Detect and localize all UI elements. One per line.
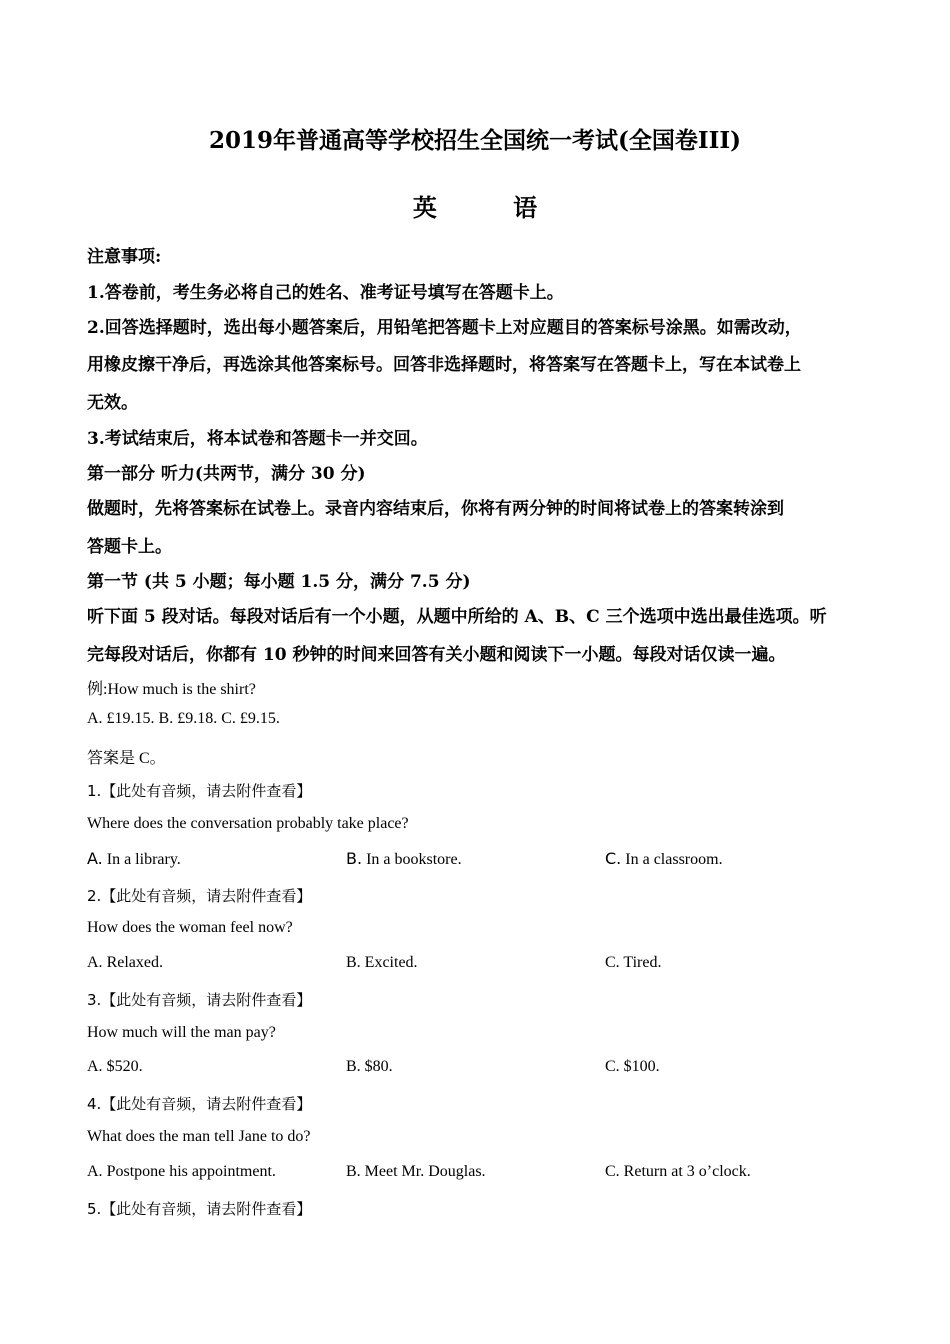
part1-heading: 第一部分 听力(共两节，满分 30 分) — [87, 464, 366, 484]
question-1-option-b — [346, 849, 462, 869]
option-letter: C. — [605, 1058, 620, 1075]
notes-item-2-line-3: 无效。 — [87, 393, 138, 413]
question-4-option-a — [87, 1163, 276, 1181]
option-text: Postpone his appointment. — [102, 1163, 276, 1180]
option-letter: B. — [346, 954, 361, 971]
option-letter: B. — [346, 1163, 361, 1180]
notes-heading: 注意事项: — [87, 247, 162, 267]
question-4-option-c — [605, 1163, 751, 1181]
option-letter: A. — [87, 1058, 103, 1075]
subject-title: 英 语 — [412, 193, 572, 222]
example-answer: 答案是 C。 — [87, 750, 166, 767]
question-4-text: What does the man tell Jane to do? — [87, 1128, 311, 1145]
option-text: Relaxed. — [102, 954, 163, 971]
question-2-option-b — [346, 954, 418, 972]
option-text: Tired. — [619, 954, 662, 971]
notes-item-2-line-1: 2.回答选择题时，选出每小题答案后，用铅笔把答题卡上对应题目的答案标号涂黑。如需改动， — [87, 318, 802, 338]
part1-instruction-line-2: 答题卡上。 — [87, 537, 172, 557]
notes-item-1: 1.答卷前，考生务必将自己的姓名、准考证号填写在答题卡上。 — [87, 283, 564, 303]
option-text: $80. — [360, 1058, 393, 1075]
option-letter: A. — [87, 849, 103, 868]
question-4-label: 4.【此处有音频，请去附件查看】 — [87, 1095, 312, 1113]
question-3-option-a — [87, 1058, 143, 1076]
question-2-label: 2.【此处有音频，请去附件查看】 — [87, 887, 312, 905]
option-letter: A. — [87, 1163, 103, 1180]
option-letter: C. — [605, 849, 622, 868]
option-text: In a classroom. — [621, 851, 723, 868]
option-letter: B. — [346, 1058, 361, 1075]
part1-instruction-line-1: 做题时，先将答案标在试卷上。录音内容结束后，你将有两分钟的时间将试卷上的答案转涂到 — [87, 499, 784, 519]
question-4-option-b — [346, 1163, 486, 1181]
notes-item-2-line-2: 用橡皮擦干净后，再选涂其他答案标号。回答非选择题时，将答案写在答题卡上，写在本试卷上 — [87, 355, 801, 375]
question-2-option-a — [87, 954, 163, 972]
option-text: In a bookstore. — [362, 851, 462, 868]
question-1-label: 1.【此处有音频，请去附件查看】 — [87, 782, 312, 800]
question-5-label: 5.【此处有音频，请去附件查看】 — [87, 1200, 312, 1218]
example-question: 例:How much is the shirt? — [87, 681, 256, 698]
option-letter: C. — [605, 1163, 620, 1180]
question-3-label: 3.【此处有音频，请去附件查看】 — [87, 991, 312, 1009]
question-3-option-b — [346, 1058, 393, 1076]
option-text: $520. — [102, 1058, 143, 1075]
option-text: Excited. — [360, 954, 418, 971]
option-text: In a library. — [102, 851, 181, 868]
option-text: Return at 3 o’clock. — [619, 1163, 751, 1180]
option-text: $100. — [619, 1058, 660, 1075]
section1-instruction-line-1: 听下面 5 段对话。每段对话后有一个小题，从题中所给的 A、B、C 三个选项中选出最佳选项。听 — [87, 607, 827, 627]
exam-title: 2019年普通高等学校招生全国统一考试(全国卷III) — [208, 127, 742, 154]
question-1-option-c — [605, 849, 723, 869]
question-2-option-c — [605, 954, 661, 972]
question-2-text: How does the woman feel now? — [87, 919, 293, 936]
option-text: Meet Mr. Douglas. — [360, 1163, 486, 1180]
notes-item-3: 3.考试结束后，将本试卷和答题卡一并交回。 — [87, 429, 428, 449]
option-letter: A. — [87, 954, 103, 971]
question-1-option-a — [87, 849, 181, 869]
option-letter: B. — [346, 849, 363, 868]
option-letter: C. — [605, 954, 620, 971]
section1-instruction-line-2: 完每段对话后，你都有 10 秒钟的时间来回答有关小题和阅读下一小题。每段对话仅读一遍。 — [87, 645, 786, 665]
question-3-option-c — [605, 1058, 660, 1076]
question-1-text: Where does the conversation probably take place? — [87, 815, 409, 832]
section1-heading: 第一节 (共 5 小题；每小题 1.5 分，满分 7.5 分) — [87, 572, 471, 592]
question-3-text: How much will the man pay? — [87, 1024, 276, 1041]
example-options: A. £19.15. B. £9.18. C. £9.15. — [87, 710, 280, 727]
